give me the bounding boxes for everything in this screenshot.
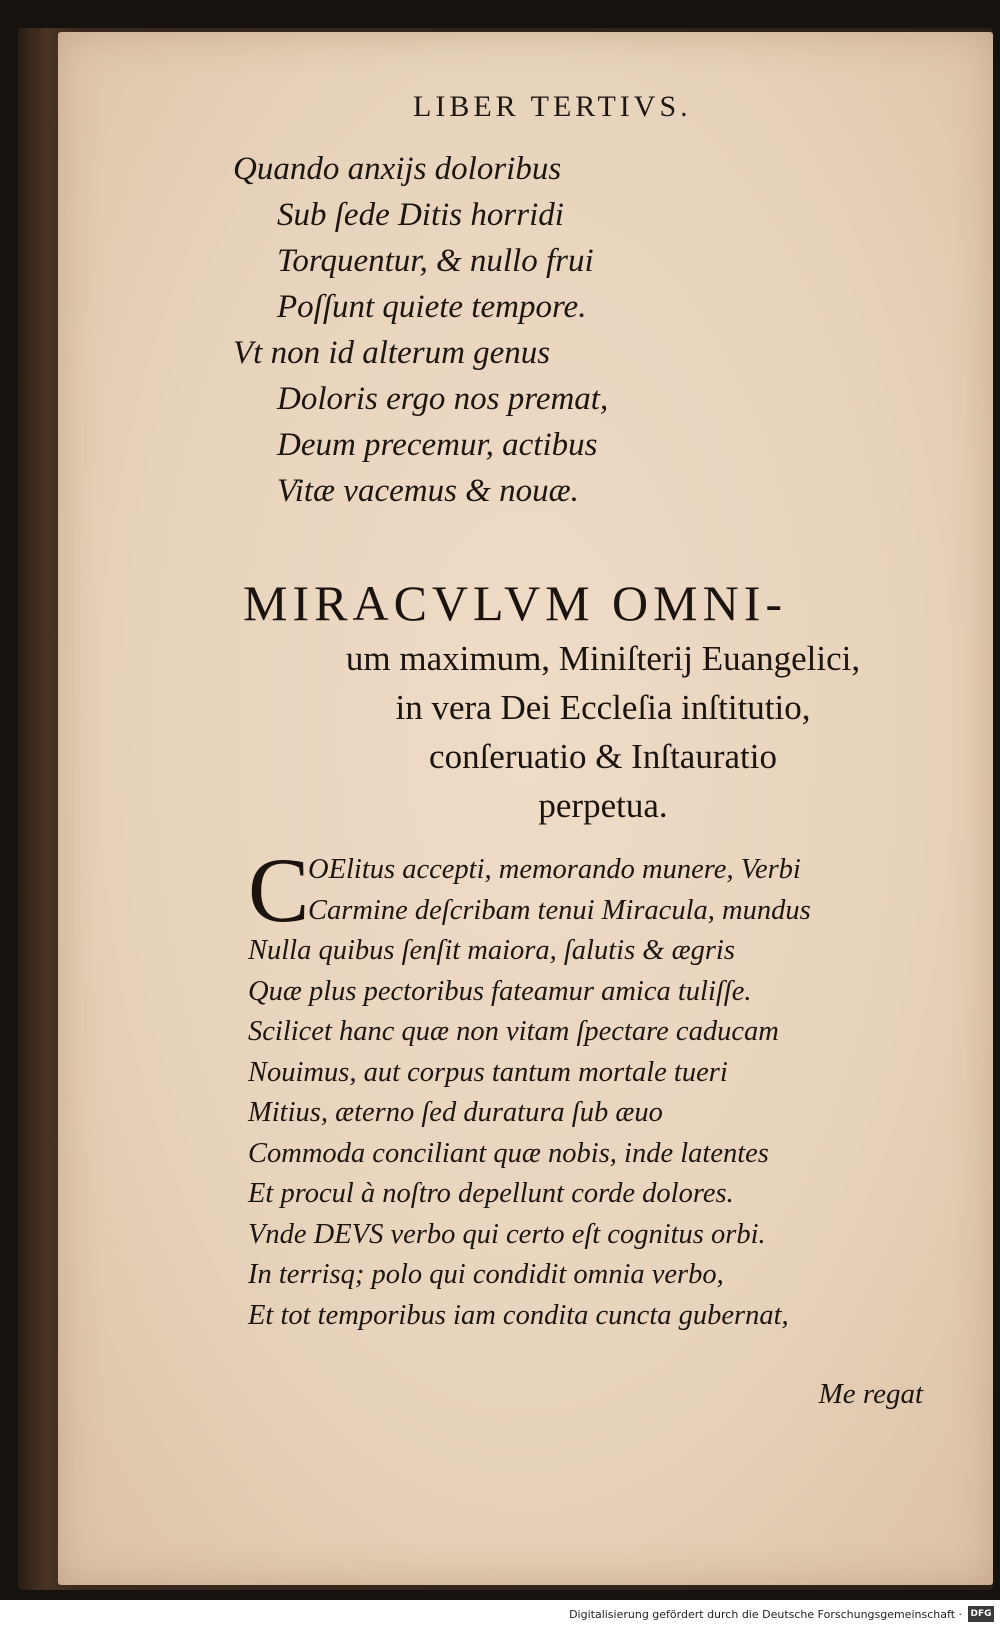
- verse-stanza: [233, 146, 608, 514]
- poem-line: OElitus accepti, memorando munere, Verbi: [308, 854, 801, 885]
- verse-line: Doloris ergo nos premat,: [277, 381, 609, 417]
- verse-line: Quando anxijs doloribus: [233, 151, 562, 187]
- drop-cap: C: [248, 839, 310, 941]
- verse-line: Vitæ vacemus & nouæ.: [277, 473, 579, 509]
- verse-line: Vt non id alterum genus: [233, 335, 551, 371]
- poem-line: Et procul à noſtro depellunt corde dolores.: [248, 1178, 734, 1209]
- title-line-3: in vera Dei Eccleſia inſtitutio,: [395, 688, 811, 727]
- verse-line: Poſſunt quiete tempore.: [277, 289, 587, 325]
- poem-line: In terrisq; polo qui condidit omnia verbo,: [248, 1259, 724, 1290]
- digitization-footer: [0, 1600, 1000, 1631]
- poem-line: Carmine deſcribam tenui Miracula, mundus: [308, 894, 811, 926]
- poem-line: Et tot temporibus iam condita cuncta gubernat,: [248, 1299, 789, 1331]
- poem-line: Nulla quibus ſenſit maiora, ſalutis & ægris: [248, 935, 735, 966]
- title-line-5: perpetua.: [538, 786, 668, 825]
- verse-line: Deum precemur, actibus: [277, 427, 598, 463]
- section-title: [243, 572, 963, 830]
- poem-line: Nouimus, aut corpus tantum mortale tueri: [248, 1056, 728, 1088]
- funding-credit: Digitalisierung gefördert durch die Deutsche Forschungsgemeinschaft ·: [569, 1608, 962, 1621]
- verse-line: Torquentur, & nullo frui: [277, 243, 594, 279]
- catchword: Me regat: [818, 1378, 923, 1410]
- poem-line: Mitius, æterno ſed duratura ſub æuo: [248, 1097, 663, 1128]
- book-page: [58, 32, 993, 1585]
- poem-body: [248, 850, 811, 1336]
- verse-line: Sub ſede Ditis horridi: [277, 197, 564, 233]
- poem-line: Scilicet hanc quæ non vitam ſpectare caducam: [248, 1016, 779, 1047]
- poem-line: Vnde DEVS verbo qui certo eſt cognitus orbi.: [248, 1218, 766, 1250]
- poem-line: Quæ plus pectoribus fateamur amica tuliſſe.: [248, 975, 752, 1007]
- running-head: LIBER TERTIVS.: [413, 90, 692, 123]
- poem-line: Commoda conciliant quæ nobis, inde latentes: [248, 1137, 769, 1169]
- dfg-logo-icon: DFG: [968, 1606, 994, 1622]
- title-line-1: MIRACVLVM OMNI-: [243, 575, 788, 631]
- title-line-4: conſeruatio & Inſtauratio: [429, 737, 777, 776]
- title-line-2: um maximum, Miniſterij Euangelici,: [345, 639, 861, 678]
